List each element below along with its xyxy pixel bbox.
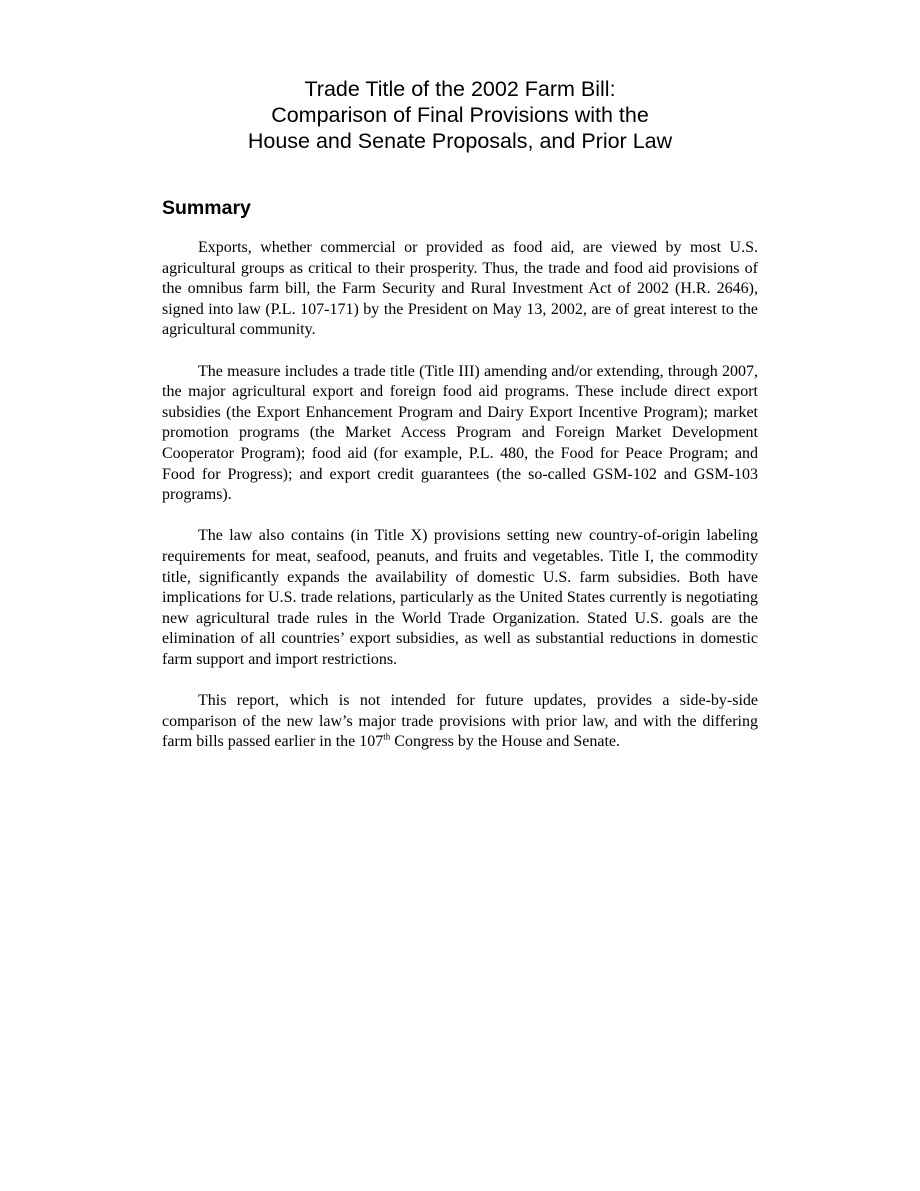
summary-paragraph-2: The measure includes a trade title (Title III) amending and/or extending, through 2007, the major agricultural export and foreign food aid programs. These include direct export subsidies (the Export Enhancement Program and Dairy Export Incentive Program); market promotion programs (the Market Access Program and Foreign Market Development Cooperator Program); food aid (for example, P.L. 480, the Food for Peace Program; and Food for Progress); and export credit guarantees (the so-called GSM-102 and GSM-103 programs).	[162, 362, 758, 504]
summary-paragraph-1: Exports, whether commercial or provided as food aid, are viewed by most U.S. agricultural groups as critical to their prosperity. Thus, the trade and food aid provisions of the omnibus farm bill, the Farm Security and Rural Investment Act of 2002 (H.R. 2646), signed into law (P.L. 107-171) by the President on May 13, 2002, are of great interest to the agricultural community.	[162, 239, 758, 339]
title-line-2: Comparison of Final Provisions with the	[271, 103, 649, 127]
summary-paragraph-4	[162, 691, 758, 753]
paragraph-4-text-after: Congress by the House and Senate.	[390, 733, 621, 751]
summary-heading: Summary	[162, 197, 251, 219]
document-page	[162, 76, 758, 773]
document-title	[162, 76, 758, 154]
summary-paragraph-3: The law also contains (in Title X) provisions setting new country-of-origin labeling requirements for meat, seafood, peanuts, and fruits and vegetables. Title I, the commodity title, significantly expands the availability of domestic U.S. farm subsidies. Both have implications for U.S. trade relations, particularly as the United States currently is negotiating new agricultural trade rules in the World Trade Organization. Stated U.S. goals are the elimination of all countries’ export subsidies, as well as substantial reductions in domestic farm support and import restrictions.	[162, 527, 758, 668]
summary-body	[162, 238, 758, 753]
title-line-3: House and Senate Proposals, and Prior Law	[247, 129, 673, 153]
title-line-1: Trade Title of the 2002 Farm Bill:	[304, 77, 616, 101]
ordinal-superscript: th	[383, 731, 391, 742]
paragraph-4-text-before: This report, which is not intended for future updates, provides a side-by-side comparison of the new law’s major trade provisions with prior law, and with the differing farm bills passed earlier in the 107	[162, 692, 758, 751]
